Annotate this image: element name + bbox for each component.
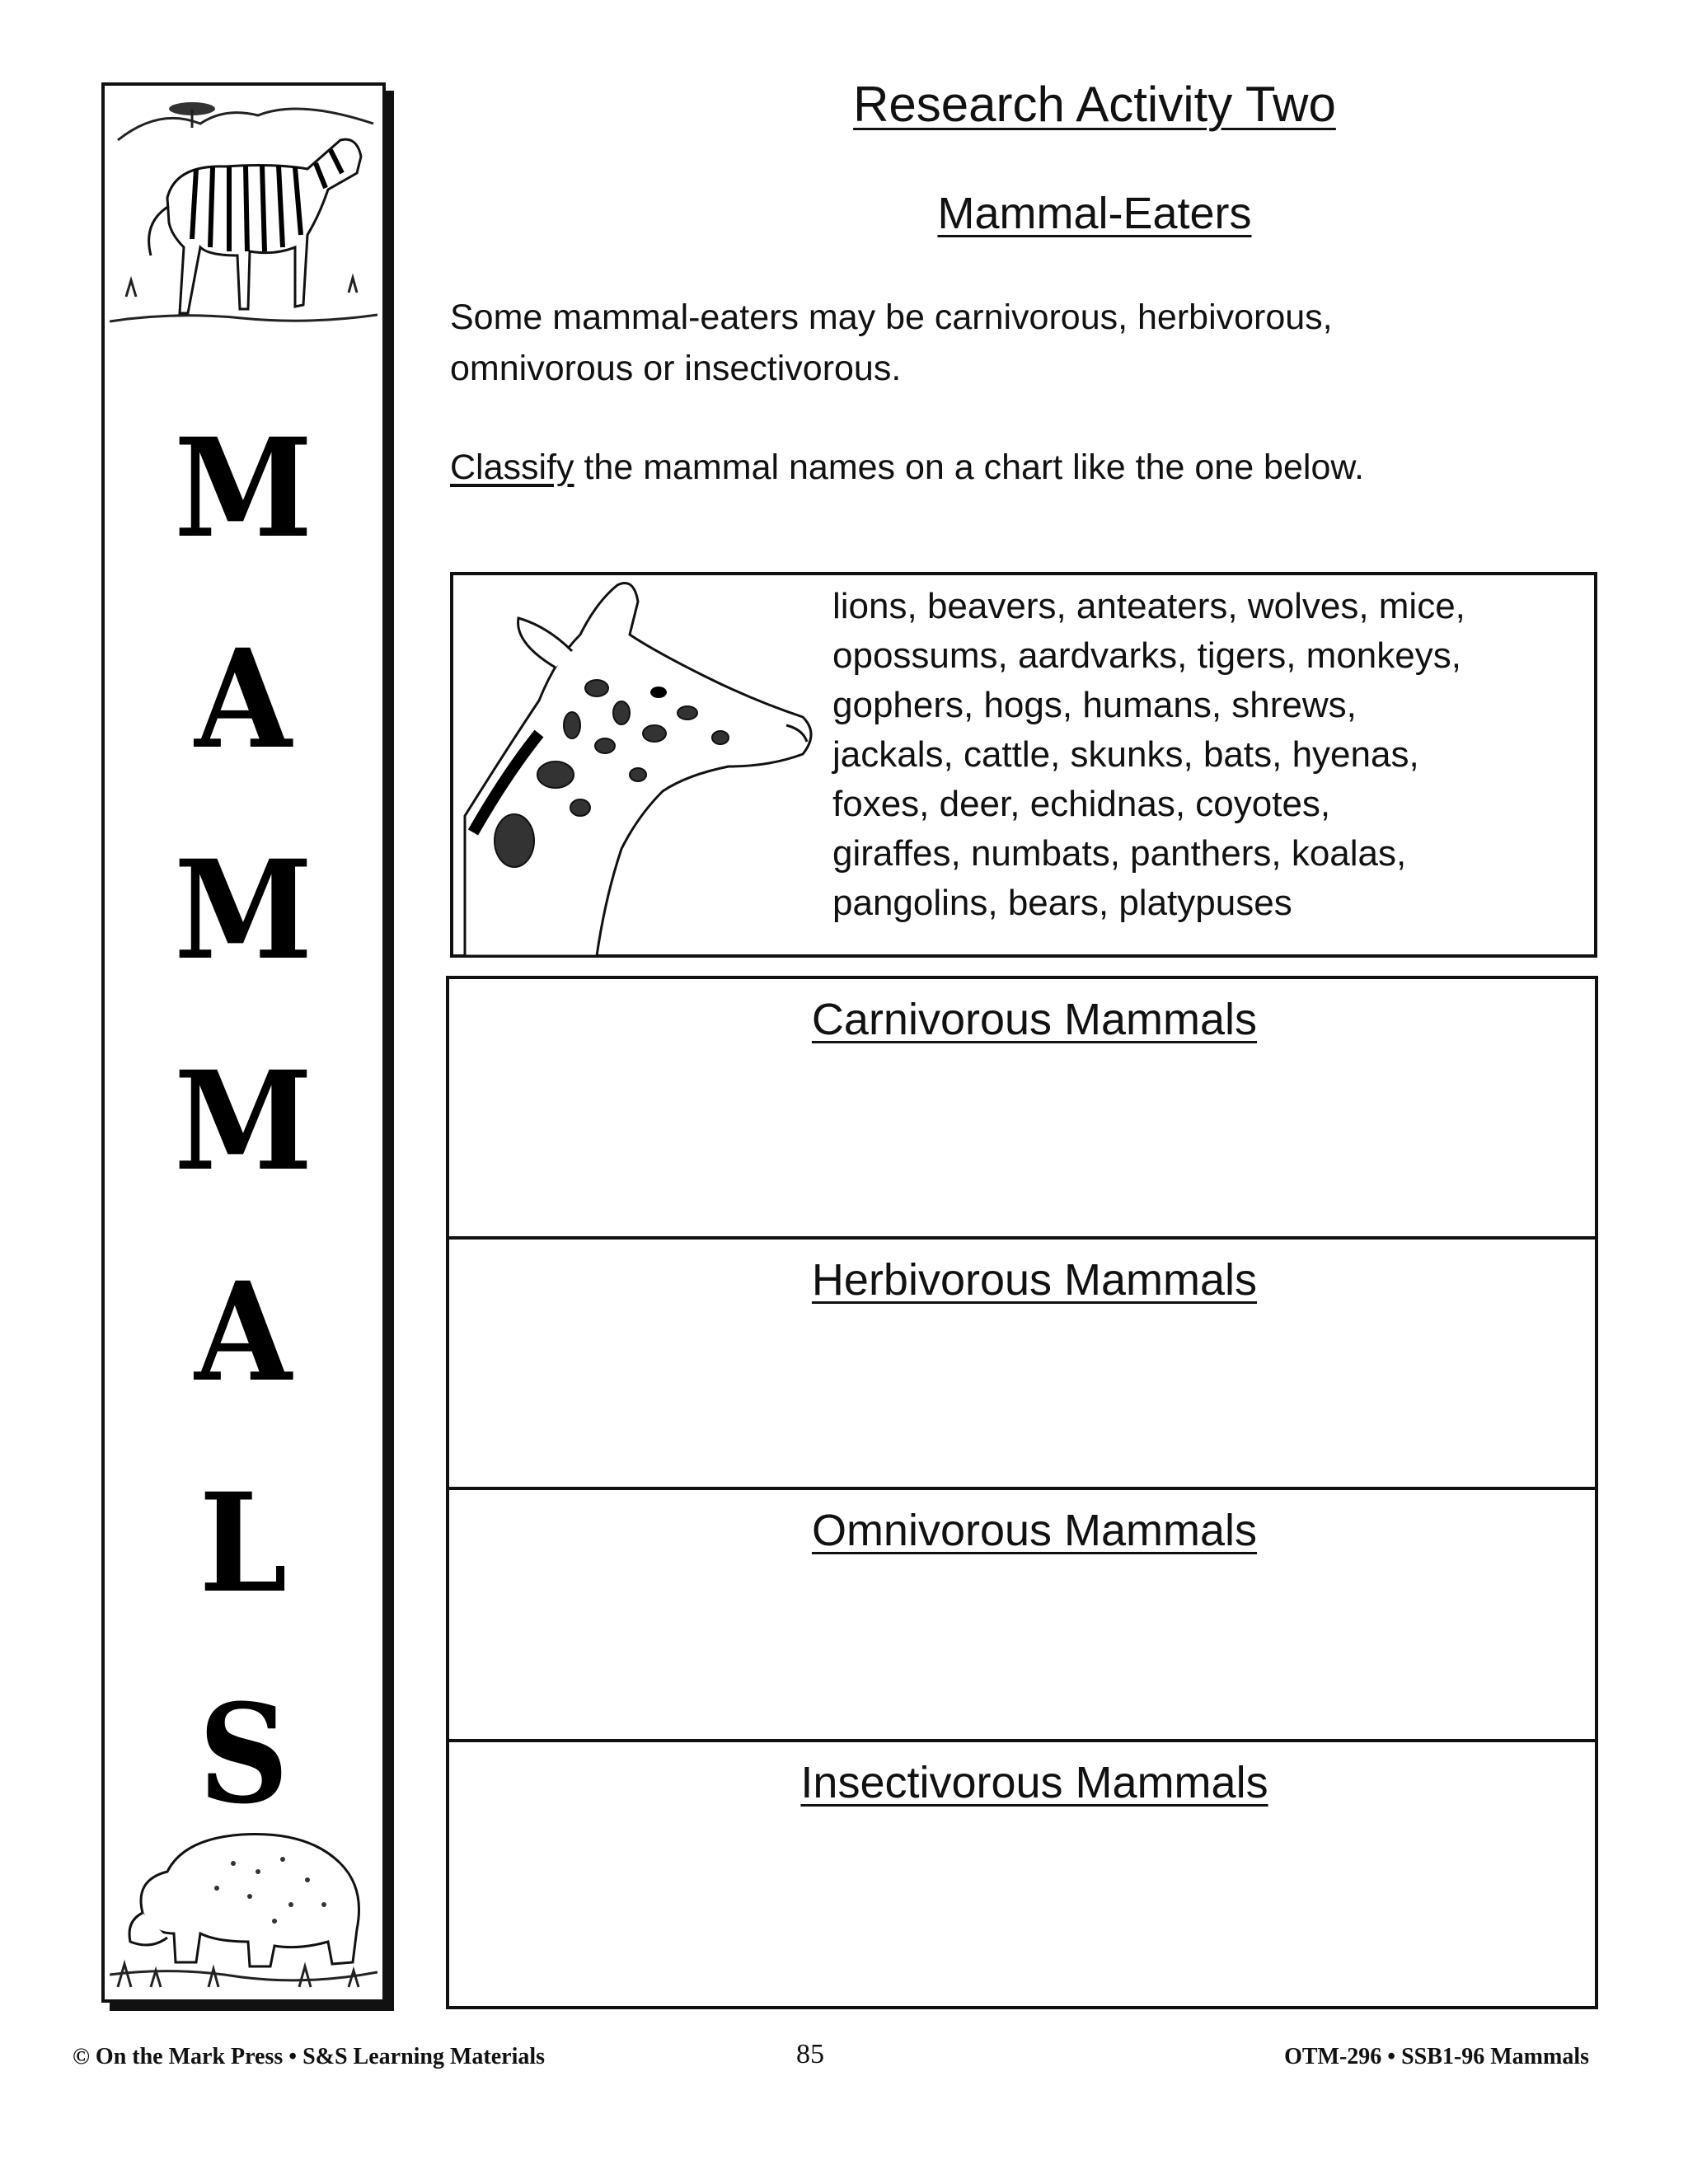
footer-book-code: OTM-296 • SSB1-96 Mammals [1284,2044,1589,2069]
mammals-banner [101,82,386,2003]
intro-paragraph [450,292,1620,394]
row-heading: Herbivorous Mammals [811,1255,1258,1305]
word-list-line: lions, beavers, anteaters, wolves, mice, [832,586,1465,626]
hippo-illustration [110,1789,377,1991]
instruction-keyword: Classify [450,448,574,487]
vertical-title [105,382,382,1859]
word-list-line: jackals, cattle, skunks, bats, hyenas, [832,734,1419,775]
word-list-box [450,572,1597,958]
banner-letter: L [199,1463,288,1623]
footer-publisher: © On the Mark Press • S&S Learning Materials [73,2044,546,2069]
chart-row-omnivorous[interactable] [449,1487,1595,1739]
word-list-line: opossums, aardvarks, tigers, monkeys, [832,635,1461,676]
banner-letter: M [174,830,313,990]
classification-chart [446,976,1598,2009]
word-list-line: giraffes, numbats, panthers, koalas, [832,833,1407,874]
chart-row-insectivorous[interactable] [449,1739,1595,2006]
intro-line: omnivorous or insectivorous. [450,349,902,388]
zebra-illustration [110,91,377,359]
row-heading: Carnivorous Mammals [811,995,1258,1044]
word-list-line: foxes, deer, echidnas, coyotes, [832,784,1331,824]
word-list-line: gophers, hogs, humans, shrews, [832,685,1357,725]
banner-shadow [386,91,394,2011]
banner-shadow-bottom [110,2003,394,2011]
intro-line: Some mammal-eaters may be carnivorous, herbivorous, [450,298,1333,337]
instruction [450,442,1620,493]
banner-letter: M [174,408,313,568]
chart-row-herbivorous[interactable] [449,1236,1595,1487]
banner-letter: A [195,1252,293,1412]
row-heading: Insectivorous Mammals [800,1758,1268,1807]
page-number: 85 [796,2039,824,2069]
instruction-text: the mammal names on a chart like the one below. [574,448,1364,487]
banner-letter: A [195,619,293,779]
page-title: Research Activity Two [853,77,1336,132]
chart-row-carnivorous[interactable] [449,979,1595,1236]
giraffe-illustration [457,569,844,956]
page-subtitle: Mammal-Eaters [937,189,1252,238]
mammal-word-list [832,582,1591,928]
banner-letter: M [174,1041,313,1201]
banner-letter: S [198,1674,289,1834]
word-list-line: pangolins, bears, platypuses [832,883,1292,923]
row-heading: Omnivorous Mammals [811,1506,1258,1555]
